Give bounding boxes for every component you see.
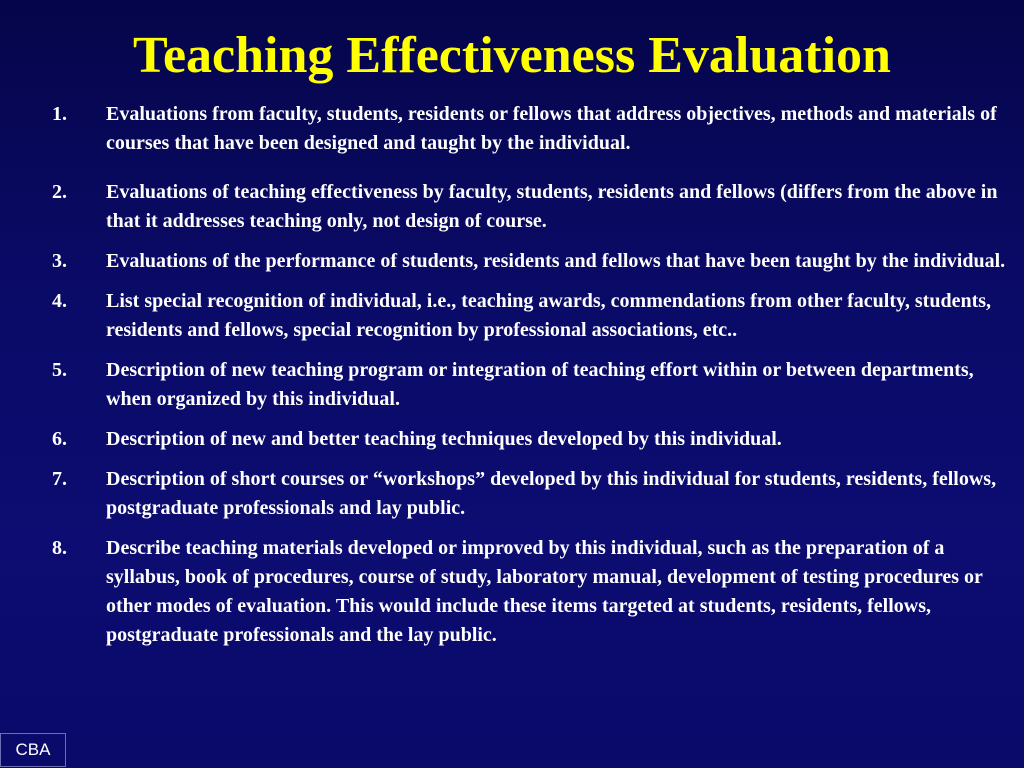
list-item-number: 4. (52, 290, 67, 312)
list-item-number: 5. (52, 359, 67, 381)
footer-badge: CBA (0, 733, 66, 767)
list-item (52, 178, 1016, 236)
list-item-text: Evaluations from faculty, students, residents or fellows that address objectives, methods and materials of courses that have been designed and taught by the individual. (106, 103, 997, 154)
list-item-text: Description of new teaching program or integration of teaching effort within or between departments, when organized by this individual. (106, 359, 974, 410)
evaluation-list (52, 100, 1016, 650)
list-item-text: Evaluations of the performance of students, residents and fellows that have been taught by the individual. (106, 250, 1006, 272)
list-item-text: Description of short courses or “workshops” developed by this individual for students, residents, fellows, postgraduate professionals and lay public. (106, 468, 997, 519)
list-item-text: Describe teaching materials developed or improved by this individual, such as the preparation of a syllabus, book of procedures, course of study, laboratory manual, development of testing procedures or other modes of evaluation. This would include these items targeted at students, residents, fellows, postgraduate professionals and the lay public. (106, 537, 983, 646)
list-item (52, 534, 1016, 650)
list-item (52, 465, 1016, 523)
list-item (52, 425, 1016, 454)
list-item-number: 6. (52, 428, 67, 450)
list-item-text: List special recognition of individual, i.e., teaching awards, commendations from other faculty, students, residents and fellows, special recognition by professional associations, etc.. (106, 290, 992, 341)
list-item-number: 2. (52, 181, 67, 203)
list-item-number: 7. (52, 468, 67, 490)
list-item-number: 1. (52, 103, 67, 125)
list-item (52, 247, 1016, 276)
list-item (52, 356, 1016, 414)
slide-title: Teaching Effectiveness Evaluation (133, 27, 891, 84)
list-item-number: 3. (52, 250, 67, 272)
list-item-text: Description of new and better teaching techniques developed by this individual. (106, 428, 782, 450)
list-item (52, 100, 1016, 158)
list-item-number: 8. (52, 537, 67, 559)
list-item-text: Evaluations of teaching effectiveness by faculty, students, residents and fellows (differs from the above in that it addresses teaching only, not design of course. (106, 181, 998, 232)
list-item (52, 287, 1016, 345)
